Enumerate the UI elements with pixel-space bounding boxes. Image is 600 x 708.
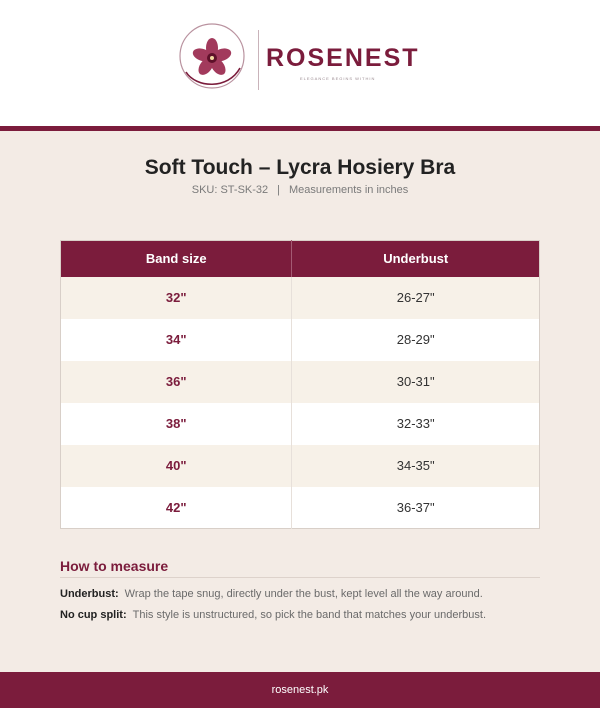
logo-divider <box>258 30 259 90</box>
note-term: Underbust: <box>60 588 119 600</box>
header-accent-bar <box>0 126 600 131</box>
table-row <box>61 487 540 529</box>
underbust-cell: 26-27" <box>292 277 540 319</box>
column-header-band-size: Band size <box>61 241 292 277</box>
note-text: Wrap the tape snug, directly under the bust, kept level all the way around. <box>124 588 483 600</box>
band-size-cell: 42" <box>61 487 292 529</box>
table-row <box>61 277 540 319</box>
rose-flower-icon <box>176 20 248 92</box>
header <box>0 0 600 126</box>
band-size-cell: 34" <box>61 319 292 361</box>
units-note: Measurements in inches <box>289 184 409 196</box>
band-size-cell: 36" <box>61 361 292 403</box>
table-header-row <box>61 241 540 277</box>
measure-note-cup-split <box>60 609 486 621</box>
band-size-cell: 40" <box>61 445 292 487</box>
table-row <box>61 319 540 361</box>
table-row <box>61 445 540 487</box>
footer-website-link[interactable]: rosenest.pk <box>271 684 329 696</box>
note-text: This style is unstructured, so pick the band that matches your underbust. <box>132 609 487 621</box>
section-divider <box>60 577 540 578</box>
band-size-cell: 38" <box>61 403 292 445</box>
table-row <box>61 361 540 403</box>
underbust-cell: 28-29" <box>292 319 540 361</box>
page-title: Soft Touch – Lycra Hosiery Bra <box>144 156 456 179</box>
product-meta <box>0 184 600 196</box>
sku-label: SKU: ST-SK-32 <box>191 184 269 196</box>
underbust-cell: 34-35" <box>292 445 540 487</box>
brand-logo <box>176 20 420 92</box>
note-term: No cup split: <box>60 609 127 621</box>
footer <box>0 672 600 708</box>
measure-note-underbust <box>60 588 483 600</box>
column-header-underbust: Underbust <box>292 241 540 277</box>
brand-tagline: ELEGANCE BEGINS WITHIN <box>300 76 376 81</box>
underbust-cell: 32-33" <box>292 403 540 445</box>
size-chart-table <box>60 240 540 529</box>
brand-name: ROSENEST <box>266 44 420 72</box>
underbust-cell: 30-31" <box>292 361 540 403</box>
how-to-measure-heading: How to measure <box>60 558 169 574</box>
underbust-cell: 36-37" <box>292 487 540 529</box>
band-size-cell: 32" <box>61 277 292 319</box>
table-row <box>61 403 540 445</box>
meta-separator: | <box>277 184 281 196</box>
